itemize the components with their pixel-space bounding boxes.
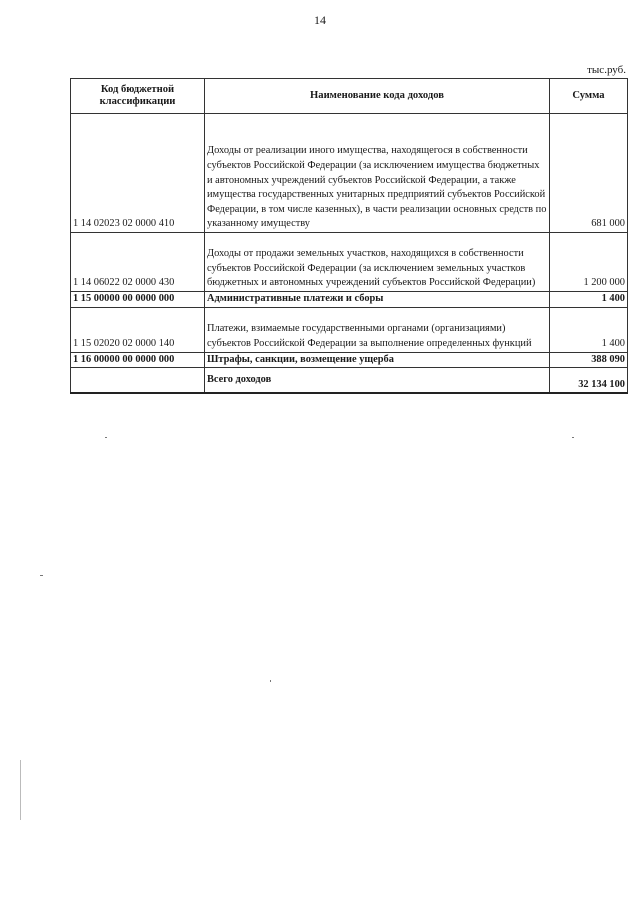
header-name: Наименование кода доходов bbox=[205, 79, 550, 114]
row-name: Платежи, взимаемые государственными органами (организациями) субъектов Российской Федерации за выполнение определенных функций bbox=[205, 307, 550, 352]
row-sum: 681 000 bbox=[550, 114, 628, 233]
units-label: тыс.руб. bbox=[587, 64, 626, 76]
scan-speck bbox=[20, 760, 21, 820]
table-row bbox=[71, 292, 628, 308]
row-name: Административные платежи и сборы bbox=[205, 292, 550, 308]
table-row bbox=[71, 233, 628, 292]
row-code: 1 14 02023 02 0000 410 bbox=[71, 114, 205, 233]
row-sum: 1 200 000 bbox=[550, 233, 628, 292]
row-sum: 388 090 bbox=[550, 352, 628, 368]
table-row bbox=[71, 114, 628, 233]
total-sum: 32 134 100 bbox=[550, 368, 628, 394]
total-label: Всего доходов bbox=[205, 368, 550, 394]
revenue-table bbox=[70, 78, 628, 394]
scan-speck bbox=[270, 680, 271, 682]
scan-speck bbox=[40, 575, 43, 576]
row-name: Штрафы, санкции, возмещение ущерба bbox=[205, 352, 550, 368]
scan-speck bbox=[105, 437, 107, 438]
row-code: 1 15 00000 00 0000 000 bbox=[71, 292, 205, 308]
table-row bbox=[71, 307, 628, 352]
total-row bbox=[71, 368, 628, 394]
row-name: Доходы от продажи земельных участков, находящихся в собственности субъектов Российской Федерации (за исключением земельных участков бюджетных и автономных учреждений субъектов Российской Федерации) bbox=[205, 233, 550, 292]
row-code: 1 16 00000 00 0000 000 bbox=[71, 352, 205, 368]
table-row bbox=[71, 352, 628, 368]
row-name: Доходы от реализации иного имущества, находящегося в собственности субъектов Российской Федерации (за исключением имущества бюджетных и автономных учреждений субъектов Российской Федерации, а также имущества государственных унитарных предприятий субъектов Российской Федерации, в том числе казенных), в части реализации основных средств по указанному имуществу bbox=[205, 114, 550, 233]
row-sum: 1 400 bbox=[550, 292, 628, 308]
total-code-empty bbox=[71, 368, 205, 394]
row-code: 1 14 06022 02 0000 430 bbox=[71, 233, 205, 292]
scan-speck bbox=[572, 437, 574, 438]
row-sum: 1 400 bbox=[550, 307, 628, 352]
table-header-row bbox=[71, 79, 628, 114]
row-code: 1 15 02020 02 0000 140 bbox=[71, 307, 205, 352]
header-sum: Сумма bbox=[550, 79, 628, 114]
page-number: 14 bbox=[314, 13, 326, 27]
header-code: Код бюджетной классификации bbox=[71, 79, 205, 114]
